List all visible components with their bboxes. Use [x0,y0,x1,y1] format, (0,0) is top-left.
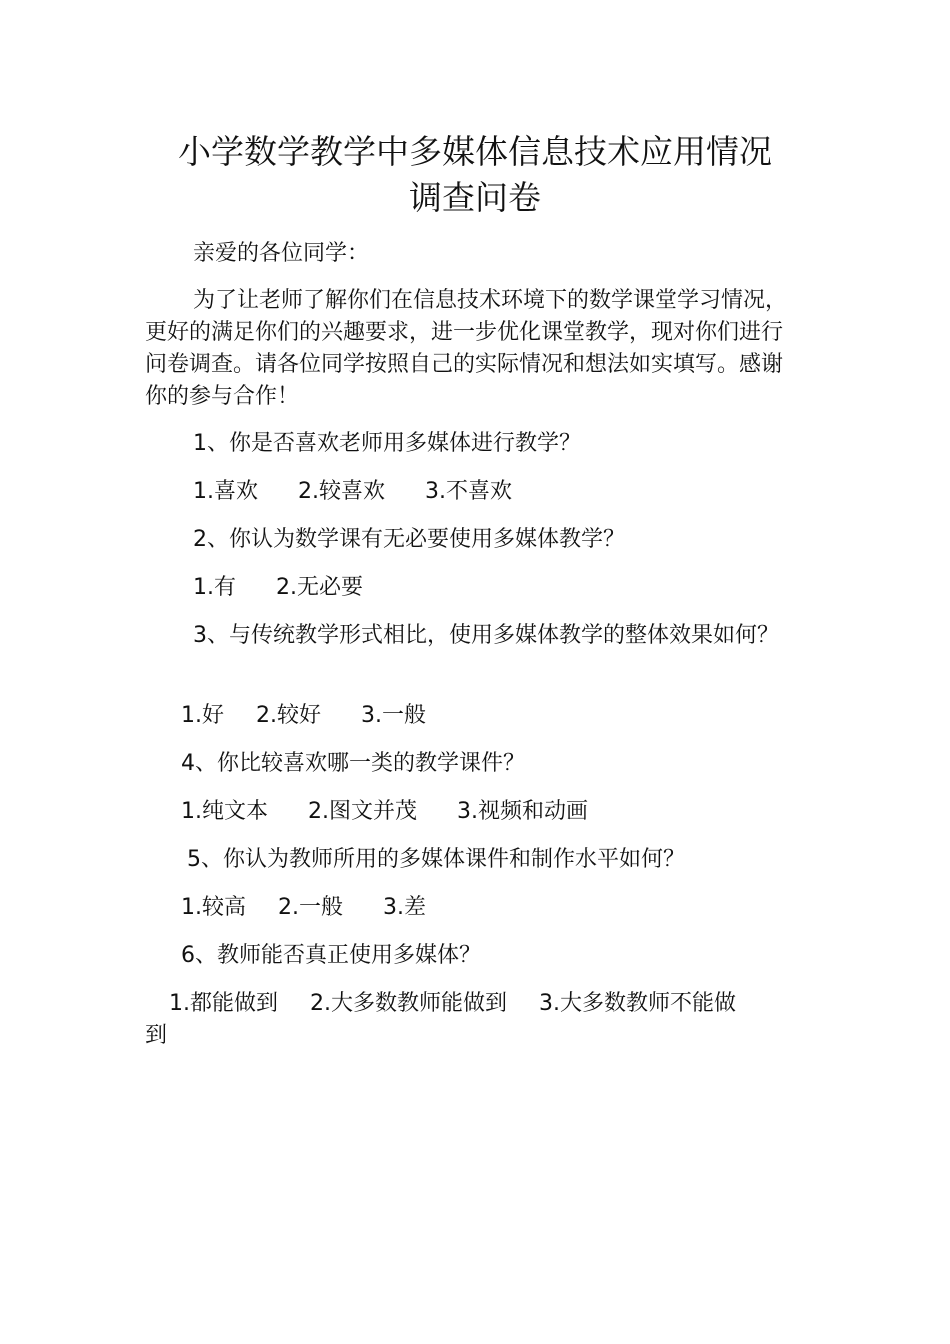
question-5-options [181,892,426,924]
greeting: 亲爱的各位同学： [193,241,370,266]
option-3-1: 1.好 [181,703,224,728]
option-6-3: 3.大多数教师不能做 [539,991,736,1016]
question-6-options [169,988,736,1020]
question-4-options [181,796,588,828]
option-3-2: 2.较好 [256,703,321,728]
question-3-options [181,700,426,732]
option-6-2: 2.大多数教师能做到 [310,991,507,1016]
question-6-options-wrap: 到 [145,1023,168,1048]
question-6: 6、教师能否真正使用多媒体？ [181,943,481,968]
option-4-3: 3.视频和动画 [457,799,588,824]
option-1-3: 3.不喜欢 [425,479,512,504]
option-2-2: 2.无必要 [276,575,363,600]
option-5-1: 1.较高 [181,895,246,920]
intro-paragraph: 为了让老师了解你们在信息技术环境下的数学课堂学习情况，更好的满足你们的兴趣要求，进一步优化课堂教学，现对你们进行问卷调查。请各位同学按照自己的实际情况和想法如实填写。感谢你的参与合作！ [145,288,788,409]
document-title-line2: 调查问卷 [409,178,541,217]
question-4: 4、你比较喜欢哪一类的教学课件？ [181,751,525,776]
question-3: 3、与传统教学形式相比，使用多媒体教学的整体效果如何？ [193,623,779,648]
option-1-2: 2.较喜欢 [298,479,385,504]
question-1-options [193,476,512,508]
option-3-3: 3.一般 [361,703,426,728]
option-4-1: 1.纯文本 [181,799,268,824]
option-2-1: 1.有 [193,575,236,600]
question-2: 2、你认为数学课有无必要使用多媒体教学？ [193,527,625,552]
option-5-3: 3.差 [383,895,426,920]
option-6-1: 1.都能做到 [169,991,278,1016]
document-title-line1: 小学数学教学中多媒体信息技术应用情况 [178,132,772,171]
question-2-options [193,572,363,604]
option-5-2: 2.一般 [278,895,343,920]
option-4-2: 2.图文并茂 [308,799,417,824]
question-5: 5、你认为教师所用的多媒体课件和制作水平如何？ [187,847,685,872]
question-1: 1、你是否喜欢老师用多媒体进行教学？ [193,431,581,456]
option-1-1: 1.喜欢 [193,479,258,504]
